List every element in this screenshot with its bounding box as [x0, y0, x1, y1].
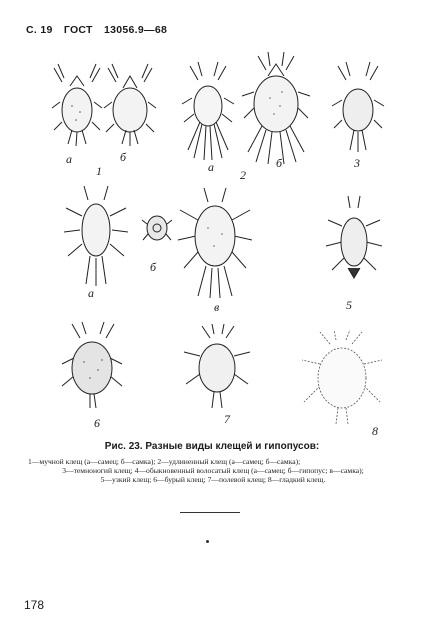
- figure-label-2a: а: [208, 160, 214, 174]
- figure-label-2b: б: [276, 156, 283, 170]
- figure-caption-title: Рис. 23. Разные виды клещей и гипопусов:: [104, 441, 320, 452]
- mite-drawing-5: [326, 196, 382, 296]
- mite-drawing-4a: [64, 186, 128, 286]
- figure-label-4c: в: [214, 300, 220, 314]
- figure-label-1a: а: [66, 152, 72, 166]
- mite-drawing-2b: [240, 52, 312, 164]
- caption-line-3: 5—узкий клещ; 6—бурый клещ; 7—полевой клещ; 8—гладкий клещ.: [100, 475, 326, 484]
- mite-drawing-3: [332, 62, 384, 154]
- standard-label: ГОСТ: [63, 24, 93, 36]
- mite-drawing-4b: [142, 210, 172, 254]
- mite-drawing-7: [184, 324, 250, 410]
- figure-label-6: 6: [94, 416, 100, 430]
- page-number: 178: [24, 598, 45, 612]
- caption-line-1: 1—мучной клещ (а—самец; б—самка); 2—удлиненный клещ (а—самец; б—самка);: [28, 457, 301, 466]
- figure-label-4b: б: [150, 260, 157, 274]
- figure-caption-legend: [28, 457, 398, 484]
- figure-label-4a: а: [88, 286, 94, 300]
- figure-label-8: 8: [372, 424, 378, 438]
- mite-drawing-1b: [104, 62, 156, 152]
- figure-label-3: 3: [354, 156, 360, 170]
- figure-label-7: 7: [224, 412, 230, 426]
- page-ref: С. 19: [26, 24, 53, 36]
- separator-dot: [206, 540, 209, 543]
- standard-number: 13056.9—68: [103, 24, 168, 36]
- caption-line-2: 3—темноногий клещ; 4—обыкновенный волосатый клещ (а—самец; б—гипопус; в—самка);: [62, 466, 364, 475]
- figure-number-1: 1: [96, 164, 102, 178]
- figure-label-5: 5: [346, 298, 352, 312]
- mite-drawing-6: [60, 322, 124, 412]
- separator-rule: [180, 512, 240, 513]
- figure-number-2: 2: [240, 168, 246, 182]
- mite-drawing-8: [300, 330, 384, 426]
- figure-label-1b: б: [120, 150, 127, 164]
- mite-drawing-1a: [52, 62, 102, 152]
- mite-drawing-2a: [180, 62, 236, 162]
- mite-drawing-4c: [178, 188, 252, 298]
